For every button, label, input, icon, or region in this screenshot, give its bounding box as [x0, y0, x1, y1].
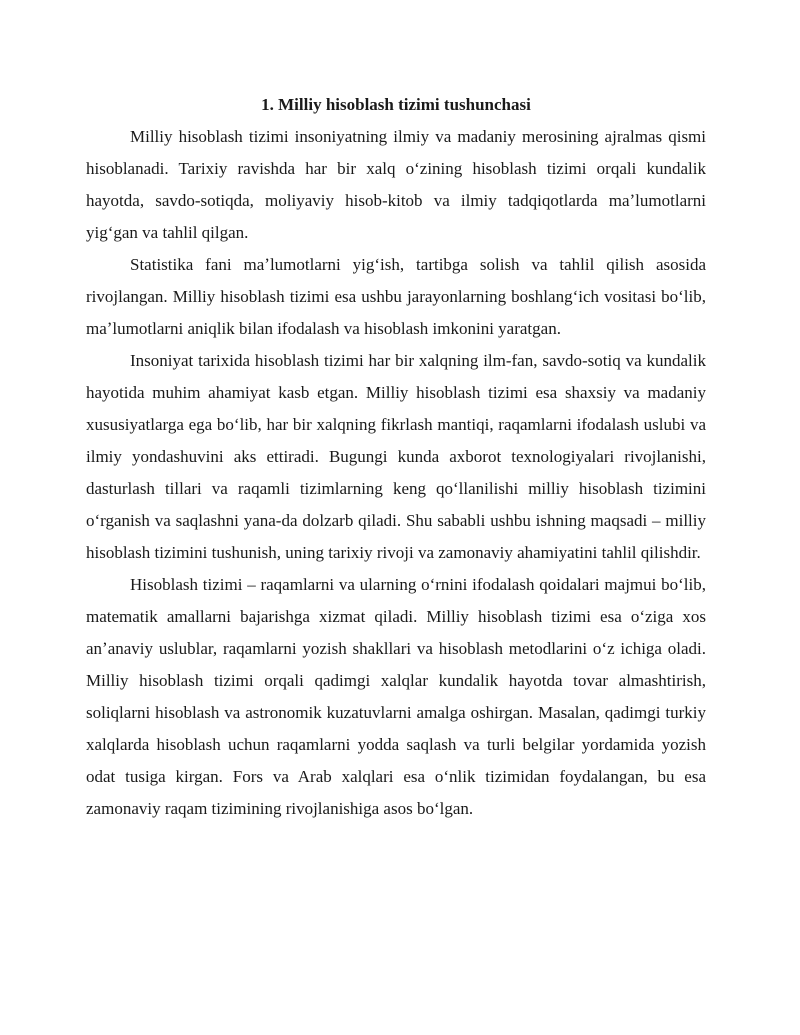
paragraph-2: Statistika fani maʼlumotlarni yigʻish, tartibga solish va tahlil qilish asosida rivojlangan. Milliy hisoblash tizimi esa ushbu jarayonlarning boshlangʻich vositasi boʻlib, maʼlumotlarni aniqlik bilan ifodalash va hisoblash imkonini yaratgan.: [86, 255, 706, 338]
paragraph-4: Hisoblash tizimi – raqamlarni va ularning oʻrnini ifodalash qoidalari majmui boʻlib, matematik amallarni bajarishga xizmat qiladi. Milliy hisoblash tizimi esa oʻziga xos anʼanaviy uslublar, raqamlarni yozish shakllari va hisoblash metodlarini oʻz ichiga oladi. Milliy hisoblash tizimi orqali qadimgi xalqlar kundalik hayotda tovar almashtirish, soliqlarni hisoblash va astronomik kuzatuvlarni amalga oshirgan. Masalan, qadimgi turkiy xalqlarda hisoblash uchun raqamlarni yodda saqlash va turli belgilar yordamida yozish odat tusiga kirgan. Fors va Arab xalqlari esa oʻnlik tizimidan foydalangan, bu esa zamonaviy raqam tizimining rivojlanishiga asos boʻlgan.: [86, 575, 706, 818]
paragraph-3: Insoniyat tarixida hisoblash tizimi har bir xalqning ilm-fan, savdo-sotiq va kundalik hayotida muhim ahamiyat kasb etgan. Milliy hisoblash tizimi esa shaxsiy va madaniy xususiyatlarga ega boʻlib, har bir xalqning fikrlash mantiqi, raqamlarni ifodalash uslubi va ilmiy yondashuvini aks ettiradi. Bugungi kunda axborot texnologiyalari rivojlanishi, dasturlash tillari va raqamli tizimlarning keng qoʻllanilishi milliy hisoblash tizimini oʻrganish va saqlashni yana-da dolzarb qiladi. Shu sababli ushbu ishning maqsadi – milliy hisoblash tizimini tushunish, uning tarixiy rivoji va zamonaviy ahamiyatini tahlil qilishdir.: [86, 351, 706, 562]
document-body: [86, 93, 706, 825]
paragraph-1: Milliy hisoblash tizimi insoniyatning ilmiy va madaniy merosining ajralmas qismi hisoblanadi. Tarixiy ravishda har bir xalq oʻzining hisoblash tizimi orqali kundalik hayotda, savdo-sotiqda, moliyaviy hisob-kitob va ilmiy tadqiqotlarda maʼlumotlarni yigʻgan va tahlil qilgan.: [86, 127, 706, 242]
section-heading: 1. Milliy hisoblash tizimi tushunchasi: [261, 95, 531, 114]
